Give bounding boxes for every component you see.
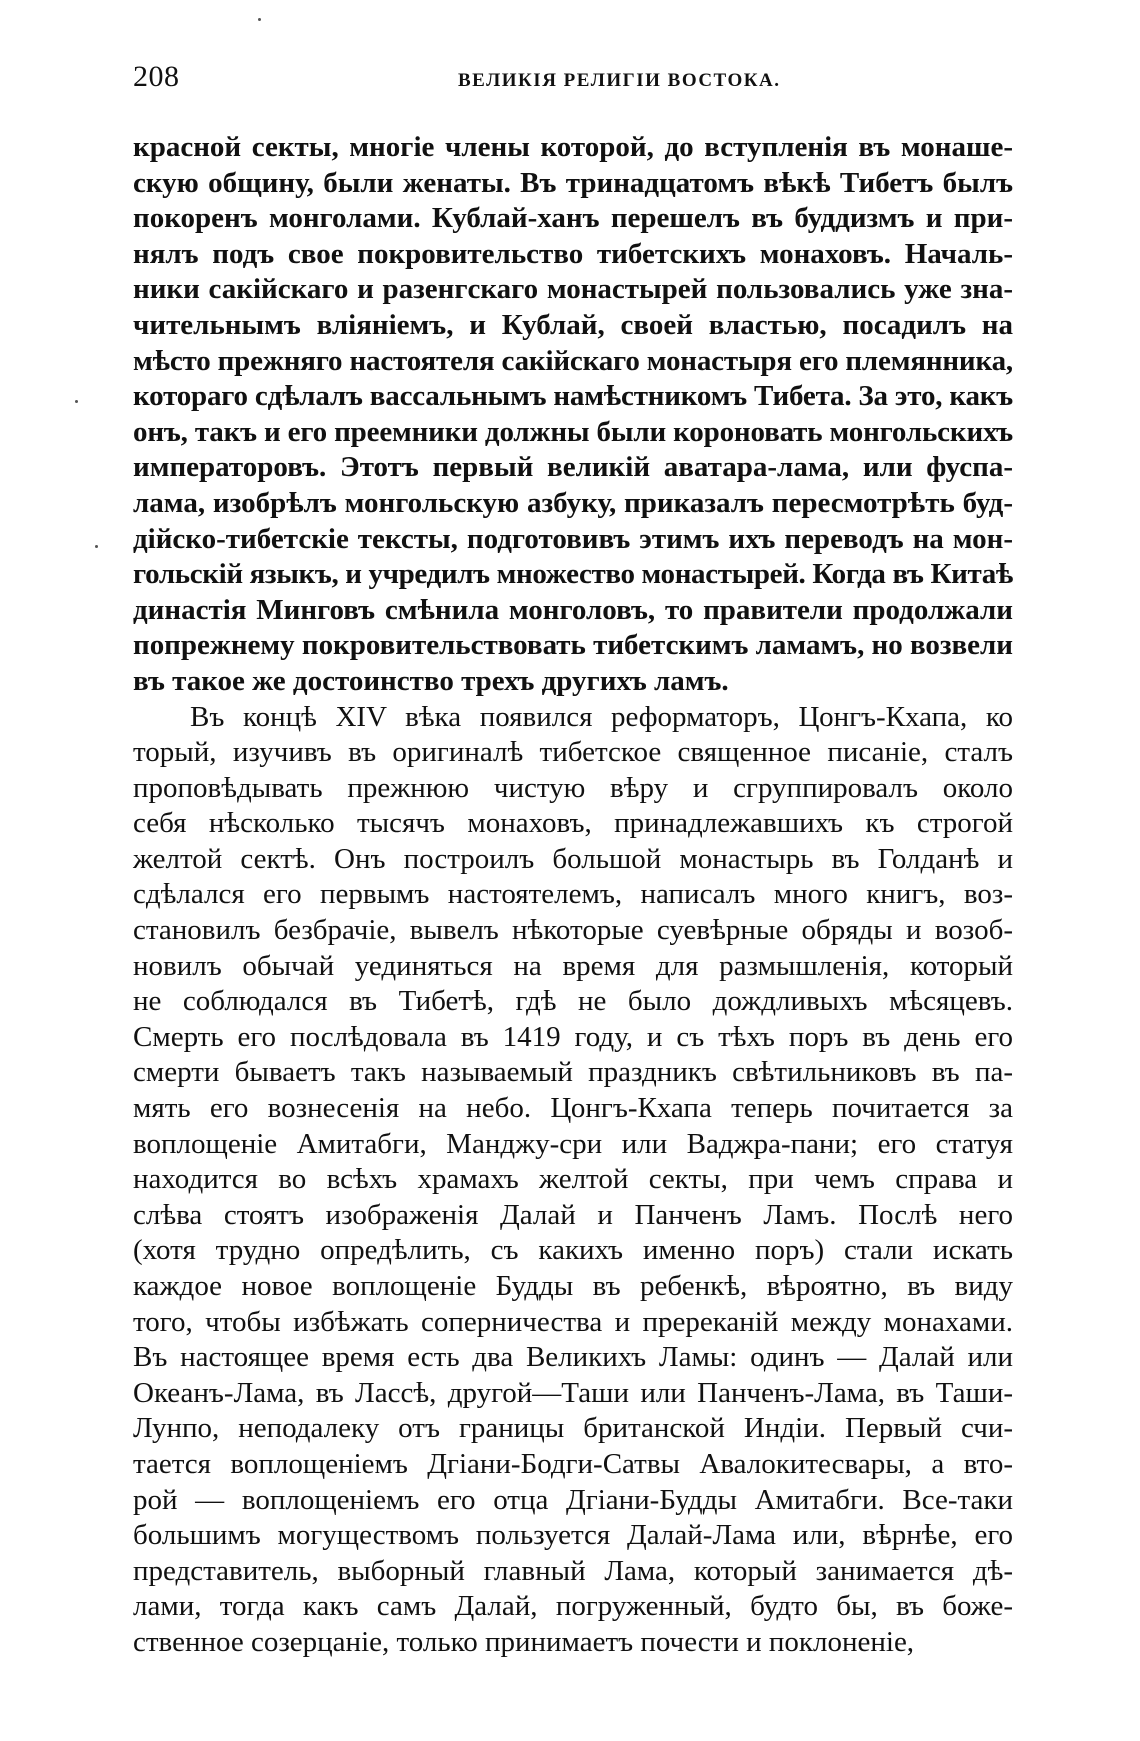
text-line: большимъ могуществомъ пользуется Далай-Лама или, вѣрнѣе, его <box>133 1519 1013 1552</box>
paragraph <box>133 700 1133 1661</box>
text-line: сдѣлался его первымъ настоятелемъ, написалъ много книгъ, воз- <box>133 878 1013 911</box>
text-line: тается воплощеніемъ Дгіани-Бодги-Сатвы Авалокитесвары, а вто- <box>133 1447 1013 1480</box>
text-line: чительнымъ вліяніемъ, и Кублай, своей властью, посадилъ на <box>133 308 1013 341</box>
text-line: гольскій языкъ, и учредилъ множество монастырей. Когда въ Китаѣ <box>133 558 1013 591</box>
scan-speck <box>258 18 261 21</box>
text-line: династія Минговъ смѣнила монголовъ, то правители продолжали <box>133 593 1013 626</box>
text-line: императоровъ. Этотъ первый великій аватара-лама, или фуспа- <box>133 451 1013 484</box>
text-line: лама, изобрѣлъ монгольскую азбуку, приказалъ пересмотрѣть буд- <box>133 486 1013 519</box>
text-line: мять его вознесенія на небо. Цонгъ-Кхапа теперь почитается за <box>133 1092 1013 1125</box>
text-line: становилъ безбрачіе, вывелъ нѣкоторые суевѣрные обряды и возоб- <box>133 914 1013 947</box>
text-line: рой — воплощеніемъ его отца Дгіани-Будды Амитабги. Все-таки <box>133 1483 1013 1516</box>
running-title: ВЕЛИКІЯ РЕЛИГІИ ВОСТОКА. <box>458 70 781 91</box>
text-line: того, чтобы избѣжать соперничества и пререканій между монахами. <box>133 1305 1013 1338</box>
text-line: новилъ обычай уединяться на время для размышленія, который <box>133 949 1013 982</box>
text-line: проповѣдывать прежнюю чистую вѣру и сгруппировалъ около <box>133 771 1013 804</box>
text-line: торый, изучивъ въ оригиналѣ тибетское священное писаніе, сталъ <box>133 736 1013 769</box>
text-line: не соблюдался въ Тибетѣ, гдѣ не было дождливыхъ мѣсяцевъ. <box>133 985 1013 1018</box>
text-line: себя нѣсколько тысячъ монаховъ, принадлежавшихъ къ строгой <box>133 807 1013 840</box>
text-line: смерти бываетъ такъ называемый праздникъ свѣтильниковъ въ па- <box>133 1056 1013 1089</box>
text-line: слѣва стоятъ изображенія Далай и Панченъ Ламъ. Послѣ него <box>133 1198 1013 1231</box>
text-line: (хотя трудно опредѣлить, съ какихъ именно поръ) стали искать <box>133 1234 1013 1267</box>
text-line: скую общину, были женаты. Въ тринадцатомъ вѣкѣ Тибетъ былъ <box>133 166 1013 199</box>
text-line: покоренъ монголами. Кублай-ханъ перешелъ въ буддизмъ и при- <box>133 202 1013 235</box>
text-line: Въ концѣ XIV вѣка появился реформаторъ, Цонгъ-Кхапа, ко <box>190 700 1013 733</box>
text-line: нялъ подъ свое покровительство тибетскихъ монаховъ. Началь- <box>133 237 1013 270</box>
text-line: воплощеніе Амитабги, Манджу-сри или Ваджра-пани; его статуя <box>133 1127 1013 1160</box>
text-line: каждое новое воплощеніе Будды въ ребенкѣ, вѣроятно, въ виду <box>133 1270 1013 1302</box>
text-line: лами, тогда какъ самъ Далай, погруженный, будто бы, въ боже- <box>133 1590 1013 1623</box>
text-line: мѣсто прежняго настоятеля сакійскаго монастыря его племянника, <box>133 344 1013 377</box>
text-line: дійско-тибетскіе тексты, подготовивъ этимъ ихъ переводъ на мон- <box>133 522 1013 555</box>
text-line: ственное созерцаніе, только принимаетъ почести и поклоненіе, <box>133 1625 915 1658</box>
text-line: Лунпо, неподалеку отъ границы британской Индіи. Первый счи- <box>133 1412 1013 1445</box>
text-line: онъ, такъ и его преемники должны были короновать монгольскихъ <box>133 415 1013 448</box>
text-line: въ такое же достоинство трехъ другихъ ламъ. <box>133 664 729 697</box>
text-line: котораго сдѣлалъ вассальнымъ намѣстникомъ Тибета. За это, какъ <box>133 380 1014 413</box>
text-line: Въ настоящее время есть два Великихъ Ламы: одинъ — Далай или <box>133 1341 1013 1374</box>
text-line: Смерть его послѣдовала въ 1419 году, и съ тѣхъ поръ въ день его <box>133 1020 1013 1053</box>
text-line: попрежнему покровительствовать тибетскимъ ламамъ, но возвели <box>133 629 1013 662</box>
running-header <box>133 60 993 100</box>
body-text <box>133 130 1133 1661</box>
paragraph <box>133 130 1133 700</box>
scan-speck <box>75 400 78 403</box>
page-number: 208 <box>133 60 180 93</box>
scan-speck <box>95 545 98 548</box>
text-line: находится во всѣхъ храмахъ желтой секты, при чемъ справа и <box>133 1163 1013 1196</box>
text-line: желтой сектѣ. Онъ построилъ большой монастырь въ Голданѣ и <box>133 842 1013 875</box>
text-line: представитель, выборный главный Лама, который занимается дѣ- <box>133 1554 1013 1587</box>
text-line: ники сакійскаго и разенгскаго монастырей пользовались уже зна- <box>133 273 1013 306</box>
text-line: красной секты, многіе члены которой, до вступленія въ монаше- <box>133 131 1013 163</box>
text-line: Океанъ-Лама, въ Лассѣ, другой—Таши или Панченъ-Лама, въ Таши- <box>133 1376 1013 1409</box>
